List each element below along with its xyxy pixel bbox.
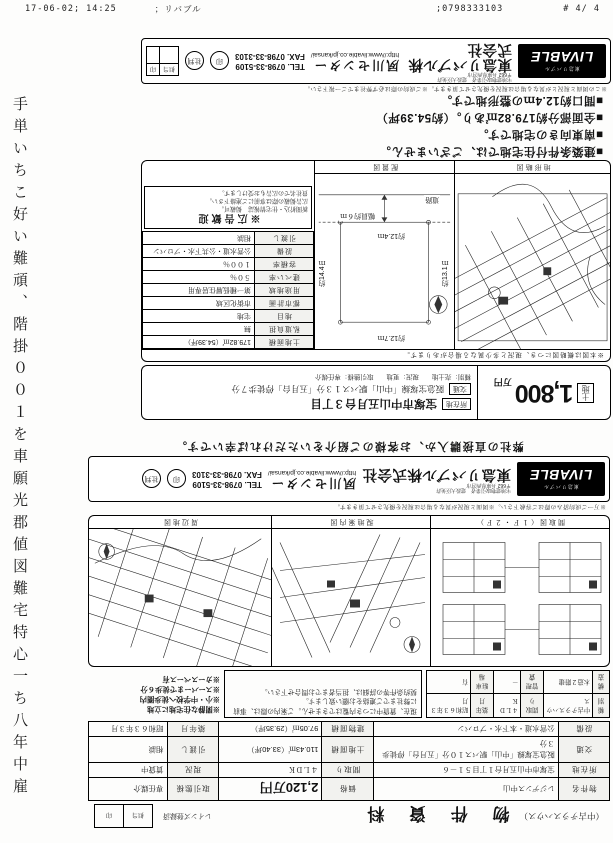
spec-value: 179.82㎡（54.39坪） — [143, 336, 255, 349]
property-type-note: （中古テラスハウス） — [519, 811, 604, 821]
fax-sender: ；リバブル — [154, 5, 202, 15]
land-flyer — [141, 38, 611, 420]
bullet-line: ■南東向きの宅地です。 — [476, 128, 603, 141]
company-url: http://www.livable.co.jp/kansai/ — [310, 50, 400, 58]
bullet-line: ■全面部分約179.82㎡あり。（約54.39坪） — [375, 111, 603, 124]
figures-row — [88, 515, 610, 667]
spec-value: 市街化区域 — [143, 297, 255, 310]
cell-label: 間取り — [521, 694, 543, 718]
cell-value: 昭和６３年３月 — [89, 722, 168, 737]
stamp-box-label: 印 — [95, 805, 124, 828]
area-map-figure — [454, 161, 610, 349]
company-url: http://www.livable.co.jp/kansai/ — [267, 468, 357, 476]
cell-label: 取引態様 — [167, 778, 218, 801]
plot-caption: 配置図 — [315, 161, 454, 174]
spec-label: 地目 — [255, 310, 314, 323]
address-cell — [142, 366, 477, 419]
cell-label: 引渡し — [167, 737, 218, 763]
company-name-block — [362, 466, 511, 492]
round-seal-icon: 印 — [210, 52, 229, 71]
vicinity-map-figure — [89, 516, 271, 666]
fax-number: ;0798333103 — [435, 4, 504, 14]
branch-block — [311, 51, 399, 72]
cell-value: 木造２階建 — [543, 671, 592, 695]
note-line: 契約条件等の詳細は、担当者までお問合せ下さい。 — [260, 687, 417, 695]
cell-value: 阪急宝塚線「中山」駅バス１０分「五月台」停徒歩３分 — [373, 737, 558, 763]
spec-value: １００％ — [143, 258, 255, 271]
info-strip — [88, 670, 610, 718]
cell-value: 110.43㎡（33.40坪） — [218, 737, 322, 763]
cell-value: 公営水道・本下水・プロパン — [373, 722, 558, 737]
ad-box-line: 新聞折込・住宅情報誌 掲載可。 — [217, 205, 308, 212]
spec-column — [142, 161, 314, 349]
cell-label: 構造 — [593, 671, 610, 695]
price-cell-value: 2,120万円 — [218, 778, 322, 801]
fax-number-label: FAX. 0798-33-3103 — [235, 52, 305, 61]
disclaimer-line: ※万一ご成約済みの際はご容赦下さい。※図面と現況が異なる場合は現況を優先させて頂きます。 — [333, 503, 606, 509]
license-line: 宅地建物取引業者 建設大臣免許 — [436, 76, 512, 83]
company-bar — [88, 456, 610, 502]
cell-value: レジデンス中山 — [373, 778, 558, 801]
traffic-label: 交通 — [449, 383, 471, 395]
spec-value: 相談 — [143, 232, 255, 245]
cell-label: 所在地 — [558, 763, 609, 778]
tel-number: TEL. 0798-33-5109 — [235, 62, 305, 72]
fax-time: 17-06-02; 14:25 — [25, 4, 117, 14]
main-panel — [141, 160, 611, 362]
telfax-block — [192, 469, 262, 490]
traffic-value: 阪急宝塚線「中山」駅バス１３分「五月台」停徒歩７分 — [231, 384, 444, 395]
agent-label: 担当 — [160, 64, 179, 76]
logo-wordmark: LIVABLE — [530, 49, 594, 66]
cell-label: 築年月 — [167, 722, 218, 737]
cell-label: 物件名 — [558, 778, 609, 801]
livable-logo — [518, 44, 606, 78]
ad-box-line: 広告掲載の際は事前にご連絡下さい。 — [205, 197, 308, 204]
stamp-box-label: 担当 — [124, 805, 153, 828]
site-map-caption: 現地案内図 — [272, 516, 430, 529]
cell-label: 現況 — [167, 763, 218, 778]
cell-value: 昭和６３年３月 — [427, 694, 471, 718]
cell-value: 専任媒介 — [89, 778, 168, 801]
spec-label: 私道負担 — [255, 323, 314, 336]
address-label: 所在地 — [442, 398, 471, 410]
stamp-label: 印 — [147, 64, 160, 76]
cell-label: 交通 — [558, 737, 609, 763]
cell-label: 種別 — [593, 694, 610, 718]
price-value: 1,800 — [515, 379, 574, 408]
vicinity-map-sketch — [89, 529, 271, 666]
cell-value: － — [493, 671, 521, 695]
company-name-block — [405, 41, 512, 82]
spec-value: ５０％ — [143, 271, 255, 284]
dim-right: 約14.4ｍ — [317, 260, 329, 288]
logo-katakana: 東急リバブル — [544, 65, 580, 72]
star-note-line: ※小・中学校へ徒歩圏内 — [139, 694, 220, 704]
cell-label: 価格 — [322, 778, 373, 801]
summary-table — [426, 670, 610, 718]
address-line: 〒662 兵庫県西宮市 — [467, 71, 512, 78]
spec-value: 宅地 — [143, 310, 255, 323]
logo-katakana: 東急リバブル — [543, 483, 579, 490]
tenancy-note-box — [224, 670, 422, 718]
floorplan-figure — [430, 516, 609, 666]
spec-label: 設備 — [255, 245, 314, 258]
compass-icon — [404, 637, 420, 653]
star-note-line: ※カースペース有 — [162, 675, 220, 685]
cell-label: 駐車場 — [471, 671, 493, 695]
stamp-boxes — [94, 804, 153, 828]
spec-label: 引渡し — [255, 232, 314, 245]
spec-value: 第一種低層住居専用 — [143, 284, 255, 297]
status-tags: 種別：売土地 現況：更地 取引態様：専任媒介 — [315, 373, 471, 381]
spec-label: 用途地域 — [255, 284, 314, 297]
star-note-line: ※スーパーまで徒歩６分 — [140, 685, 220, 694]
spec-label: 土地面積 — [255, 336, 314, 349]
round-seal-icon: 印 — [167, 470, 186, 489]
spec-label: 建ぺい率 — [255, 271, 314, 284]
cell-label: 築年月 — [471, 694, 493, 718]
spec-value: 無 — [143, 323, 255, 336]
land-spec-table — [142, 231, 314, 349]
company-seal-icon: 社判 — [142, 470, 161, 489]
referral-message: 弊社の直接購入か、お客様のご紹介をいただければ幸いです。 — [174, 440, 524, 452]
livable-logo — [517, 462, 605, 496]
price-bar — [141, 365, 611, 420]
tel-number: TEL. 0798-33-5109 — [192, 480, 262, 490]
address-value: 宝塚市中山五月台３丁目 — [310, 397, 437, 410]
company-bar — [141, 38, 611, 84]
ad-box-line: 貴社名での広告もお受けします。 — [218, 188, 308, 195]
sketch-note-line: ※本図は概略図につき、現況と多少異なる場合があります。 — [142, 349, 610, 361]
fax-page-count: # 4/ 4 — [563, 4, 600, 14]
company-seal-icon: 社判 — [185, 52, 204, 71]
compass-icon — [99, 544, 115, 560]
agent-stamp-table — [146, 46, 179, 76]
road-label: 道路 — [425, 196, 440, 204]
company-footer — [88, 439, 610, 512]
dim-left: 約13.1ｍ — [440, 260, 452, 288]
cell-value: 有 — [427, 671, 471, 695]
title-row — [88, 804, 610, 828]
site-map-figure — [271, 516, 430, 666]
price-cell — [477, 366, 610, 419]
price-unit: 万円 — [493, 377, 512, 388]
star-note-line: ※閑静な住宅地に立地 — [147, 704, 220, 714]
vicinity-map-caption: 周辺地図 — [89, 516, 271, 529]
fax-number-label: FAX. 0798-33-3103 — [192, 470, 262, 479]
license-line: 宅地建物取引業者 建設大臣免許 — [435, 486, 511, 493]
branch-name: 夙川センター — [269, 476, 357, 491]
spec-value: 公営水道・公共下水・プロパン — [143, 245, 255, 258]
registry-note: レインズ登録済 — [163, 812, 212, 819]
star-notes — [88, 670, 220, 718]
cell-value: ４ＬＤＫ — [493, 694, 521, 718]
telfax-block — [235, 51, 305, 72]
dim-top: 約12.7ｍ — [377, 334, 406, 342]
cell-value: 中古テラスハウス — [543, 694, 592, 718]
ad-box-title: ※広告歓迎 — [195, 212, 261, 224]
ad-welcome-box — [144, 186, 312, 229]
document-title: 物 件 資 料 — [357, 804, 510, 824]
cell-label: 管理費 — [521, 671, 543, 695]
address-line: 〒662 兵庫県西宮市 — [466, 481, 511, 488]
dim-bottom: 約12.4ｍ — [377, 232, 406, 240]
company-name: 東急リバブル株式会社 — [362, 466, 511, 483]
cell-label: 土地面積 — [322, 737, 373, 763]
cell-value: ４ＬＤＫ — [218, 763, 322, 778]
bullet-line: ■間口約12.4ｍの整形地です。 — [440, 94, 603, 107]
bullet-line: ■建築条件付住宅地では、ございません。 — [378, 145, 603, 158]
road-width-label: 幅員約６ｍ — [340, 212, 376, 220]
note-line: 現在、賃貸中につき内覧はできません。ご案内の際は、事前に弊社までご連絡をお願い致します。 — [233, 697, 417, 714]
map-caption: 地形略図 — [455, 161, 610, 174]
logo-wordmark: LIVABLE — [529, 467, 593, 484]
property-kind-chip: 土地 — [577, 383, 594, 403]
property-detail-table — [88, 721, 610, 801]
street-map-sketch — [455, 174, 610, 349]
cell-value: 宝塚市中山五月台１丁目５１－６ — [373, 763, 558, 778]
floorplan-sketch — [431, 529, 609, 666]
cell-label: 建物面積 — [322, 722, 373, 737]
site-map-sketch — [272, 529, 430, 666]
floorplan-caption: 間取図（１Ｆ・２Ｆ） — [431, 516, 609, 529]
handwritten-margin-note: 手単いちこ好い難頑、階掛００１を車願光郡値図難宅特心一ち八年中雇 — [11, 96, 29, 800]
cell-label: 設備 — [558, 722, 609, 737]
spec-label: 容積率 — [255, 258, 314, 271]
cell-value: 賃貸中 — [89, 763, 168, 778]
spec-label: 都市計画 — [255, 297, 314, 310]
company-name: 東急リバブル株式会社 — [408, 40, 512, 72]
branch-block — [268, 469, 356, 490]
cell-value: 相談 — [89, 737, 168, 763]
fax-transmission-header — [25, 3, 600, 15]
disclaimer-line: ※この図面と現況とが異なる場合は現況を優先させて頂きます。※ご成約の際は必ず弊社までご一報下さい。 — [303, 85, 607, 91]
terrace-house-flyer — [88, 424, 610, 828]
selling-points — [141, 94, 611, 158]
company-footer — [141, 38, 611, 94]
branch-name: 夙川センター — [312, 58, 400, 73]
plot-diagram-figure — [314, 161, 454, 349]
cell-label: 間取り — [322, 763, 373, 778]
compass-icon — [430, 296, 448, 314]
cell-value: 97.05㎡（29.35坪） — [218, 722, 322, 737]
